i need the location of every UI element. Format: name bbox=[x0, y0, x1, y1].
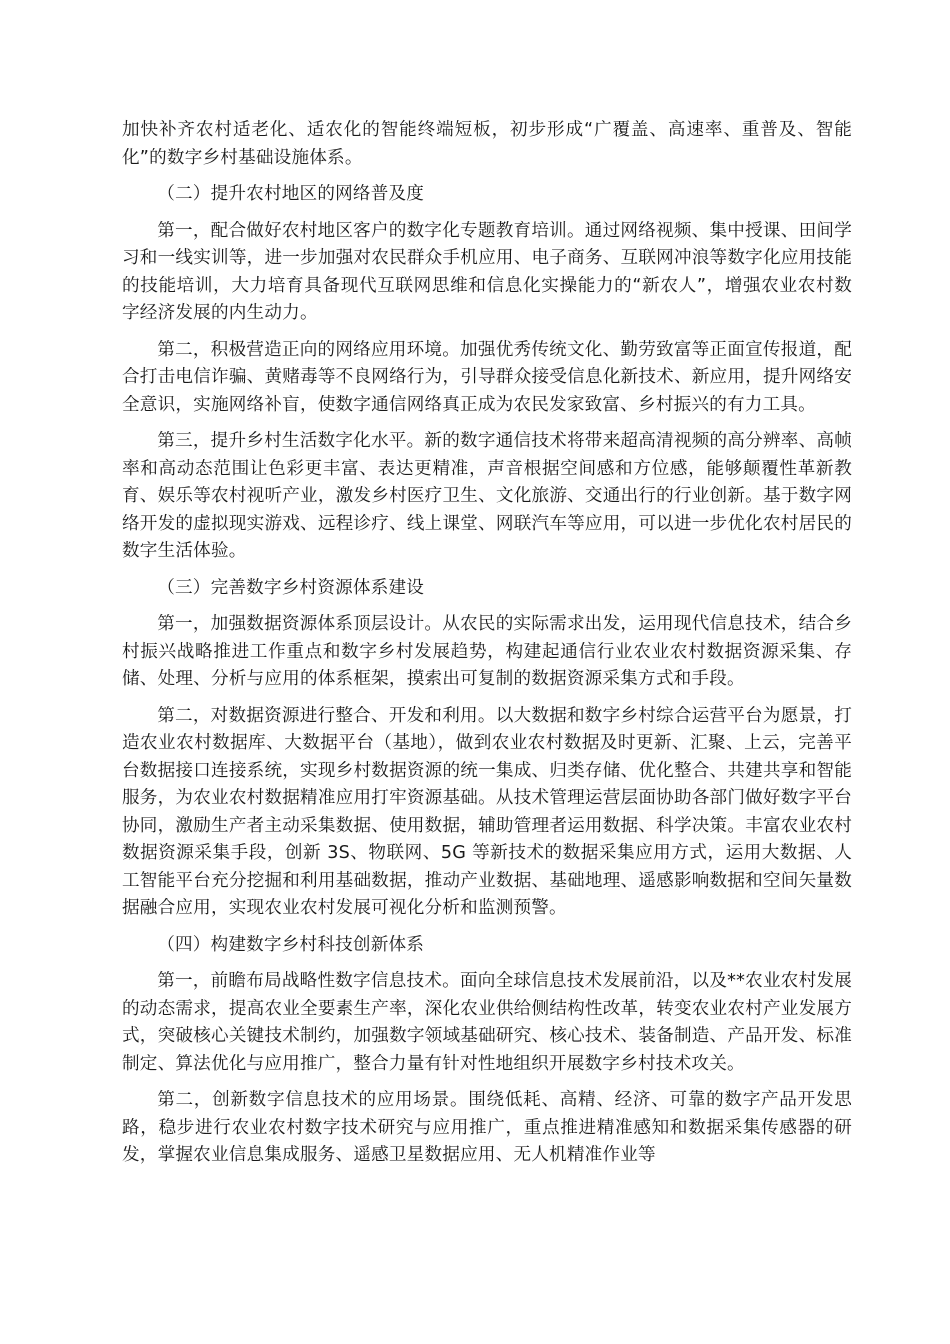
paragraph: 第一，前瞻布局战略性数字信息技术。面向全球信息技术发展前沿，以及**农业农村发展的动态需求，提高农业全要素生产率，深化农业供给侧结构性改革，转变农业农村产业发展方式，突破核心关键技术制约，加强数字领域基础研究、核心技术、装备制造、产品开发、标准制定、算法优化与应用推广，整合力量有针对性地组织开展数字乡村技术攻关。 bbox=[122, 971, 852, 1074]
section-heading-2: （二）提升农村地区的网络普及度 bbox=[157, 184, 425, 204]
paragraph: 第一，配合做好农村地区客户的数字化专题教育培训。通过网络视频、集中授课、田间学习和一线实训等，进一步加强对农民群众手机应用、电子商务、互联网冲浪等数字化应用技能的技能培训，大力培育具备现代互联网思维和信息化实操能力的“新农人”，增强农业农村数字经济发展的内生动力。 bbox=[122, 220, 852, 323]
paragraph: 第三，提升乡村生活数字化水平。新的数字通信技术将带来超高清视频的高分辨率、高帧率和高动态范围让色彩更丰富、表达更精准，声音根据空间感和方位感，能够颠覆性革新教育、娱乐等农村视听产业，激发乡村医疗卫生、文化旅游、交通出行的行业创新。基于数字网络开发的虚拟现实游戏、远程诊疗、线上课堂、网联汽车等应用，可以进一步优化农村居民的数字生活体验。 bbox=[122, 431, 852, 561]
section-heading-3: （三）完善数字乡村资源体系建设 bbox=[157, 577, 425, 598]
paragraph: 第一，加强数据资源体系顶层设计。从农民的实际需求出发，运用现代信息技术，结合乡村振兴战略推进工作重点和数字乡村发展趋势，构建起通信行业农业农村数据资源采集、存储、处理、分析与应用的体系框架，摸索出可复制的数据资源采集方式和手段。 bbox=[122, 614, 852, 689]
paragraph: 第二，创新数字信息技术的应用场景。围绕低耗、高精、经济、可靠的数字产品开发思路，稳步进行农业农村数字技术研究与应用推广，重点推进精准感知和数据采集传感器的研发，掌握农业信息集成服务、遥感卫星数据应用、无人机精准作业等 bbox=[122, 1090, 852, 1165]
section-heading-4: （四）构建数字乡村科技创新体系 bbox=[157, 934, 425, 955]
paragraph: 第二，积极营造正向的网络应用环境。加强优秀传统文化、勤劳致富等正面宣传报道，配合打击电信诈骗、黄赌毒等不良网络行为，引导群众接受信息化新技术、新应用，提升网络安全意识，实施网络补盲，使数字通信网络真正成为农民发家致富、乡村振兴的有力工具。 bbox=[122, 339, 852, 415]
paragraph: 第二，对数据资源进行整合、开发和利用。以大数据和数字乡村综合运营平台为愿景，打造农业农村数据库、大数据平台（基地），做到农业农村数据及时更新、汇聚、上云，完善平台数据接口连接系统，实现乡村数据资源的统一集成、归类存储、优化整合、共建共享和智能服务，为农业农村数据精准应用打牢资源基础。从技术管理运营层面协助各部门做好数字平台协同，激励生产者主动采集数据、使用数据，辅助管理者运用数据、科学决策。丰富农业农村数据资源采集手段，创新 3S、物联网、5G 等新技术的数据采集应用方式，运用大数据、人工智能平台充分挖掘和利用基础数据，推动产业数据、基础地理、遥感影响数据和空间矢量数据融合应用，实现农业农村发展可视化分析和监测预警。 bbox=[122, 705, 852, 918]
document-page bbox=[122, 117, 852, 1179]
paragraph-continued: 加快补齐农村适老化、适农化的智能终端短板，初步形成“广覆盖、高速率、重普及、智能化”的数字乡村基础设施体系。 bbox=[122, 120, 852, 168]
